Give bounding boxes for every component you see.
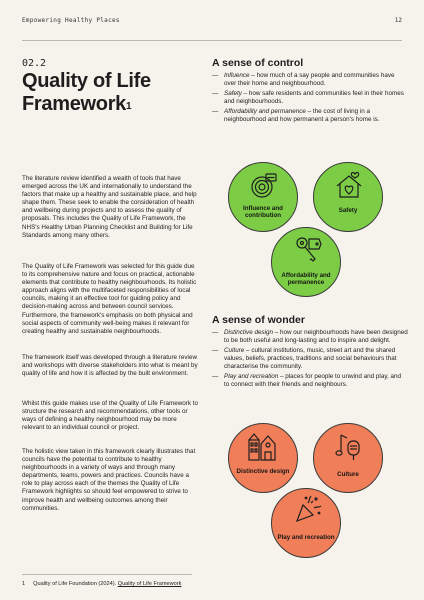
footnote-divider <box>22 574 192 575</box>
affordability-circle <box>271 227 341 297</box>
page-header <box>22 17 402 29</box>
affordability-label: Affordability and permanence <box>281 272 331 287</box>
footnote-marker: 1 <box>126 101 132 112</box>
play-recreation-label: Play and recreation <box>277 534 335 541</box>
footnote-text: Quality of Life Foundation (2024). <box>33 581 118 587</box>
music-note-icon <box>334 432 364 462</box>
wonder-section <box>212 314 408 391</box>
key-tag-icon <box>291 233 323 265</box>
body-paragraph-5: The holistic view taken in this framework clearly illustrates that councils have the potential to contribute to healthy neighbourhoods in a variety of ways and through many departments, teams, powers and practices. Councils have a role to play across each of the themes the Quality of Life Framework highlights so should feel empowered to strive to improve health and wellbeing outcomes among their communities. <box>22 448 196 512</box>
control-item-affordability: — Affordability and permanence – the cost of living in a neighbourhood and how permanent a person's home is. <box>212 108 380 123</box>
body-paragraph-3: The framework itself was developed through a literature review and workshops with diverse stakeholders into what is meant by quality of life and how it is affected by the built environment. <box>22 354 198 378</box>
page-number: 12 <box>394 17 402 24</box>
control-item-influence: — Influence – how much of a say people and communities have over their home and neighbourhood. <box>212 72 395 87</box>
body-paragraph-1: The literature review identified a wealth of tools that have emerged across the UK and internationally to understand the factors that make up a healthy and sustainable place, and help shape them. These seek to enable the consideration of health and wellbeing during projects and to assess the quality of proposals. This includes the Quality of Life Framework, the NHS's Healthy Urban Planning Checklist and Building for Life Standards among many others. <box>22 175 197 239</box>
safety-circle <box>313 162 383 232</box>
footnote-link[interactable]: Quality of Life Framework <box>117 581 182 587</box>
page-title-text: Quality of Life Framework <box>22 70 151 115</box>
influence-circle <box>228 162 298 232</box>
body-paragraph-2: The Quality of Life Framework was selected for this guide due to its comprehensive nature and focus on practical, actionable elements that contribute to healthy neighbourhoods. Its holistic approach aligns with the multifaceted responsibilities of local councils, making it an effective tool for guiding policy and decision-making across and between council services. Furthermore, the framework's emphasis on both physical and social aspects of community well-being makes it relevant for creating healthy and sustainable neighbourhoods. <box>22 263 197 335</box>
control-heading: A sense of control <box>212 57 304 69</box>
distinctive-design-circle <box>228 423 298 493</box>
wifi-rings-icon <box>249 171 279 201</box>
header-divider <box>22 40 402 41</box>
distinctive-design-label: Distinctive design <box>236 468 290 475</box>
heart-house-icon <box>333 170 365 200</box>
wonder-item-culture: — Culture – cultural institutions, music, street art and the shared values, beliefs, practices, traditions and social behaviours that characterise the community. <box>212 347 397 370</box>
wonder-item-play: — Play and recreation – places for people to unwind and play, and to connect with their friends and neighbours. <box>212 373 402 388</box>
safety-label: Safety <box>338 207 358 214</box>
culture-circle <box>313 423 383 493</box>
play-recreation-circle <box>271 488 341 558</box>
footnote-number: 1 <box>22 581 26 587</box>
buildings-icon <box>246 430 282 462</box>
body-paragraph-4: Whilst this guide makes use of the Quality of Life Framework to structure the research and recommendations, other tools or ways of defining a healthy neighbourhood may be more relevant to an individual council or project. <box>22 400 199 432</box>
footnote <box>22 581 181 587</box>
influence-label: Influence and contribution <box>243 205 283 220</box>
wonder-heading: A sense of wonder <box>212 314 305 326</box>
publication-title: Empowering Healthy Places <box>22 17 120 24</box>
wonder-item-design: — Distinctive design – how our neighbourhoods have been designed to be both useful and long-lasting and to inspire and delight. <box>212 329 408 344</box>
control-section <box>212 57 408 126</box>
control-item-safety: — Safety – how safe residents and communities feel in their homes and neighbourhoods. <box>212 90 404 105</box>
section-number: 02.2 <box>22 58 47 69</box>
culture-label: Culture <box>337 471 359 478</box>
party-popper-icon <box>292 494 322 524</box>
page-title <box>22 70 192 116</box>
